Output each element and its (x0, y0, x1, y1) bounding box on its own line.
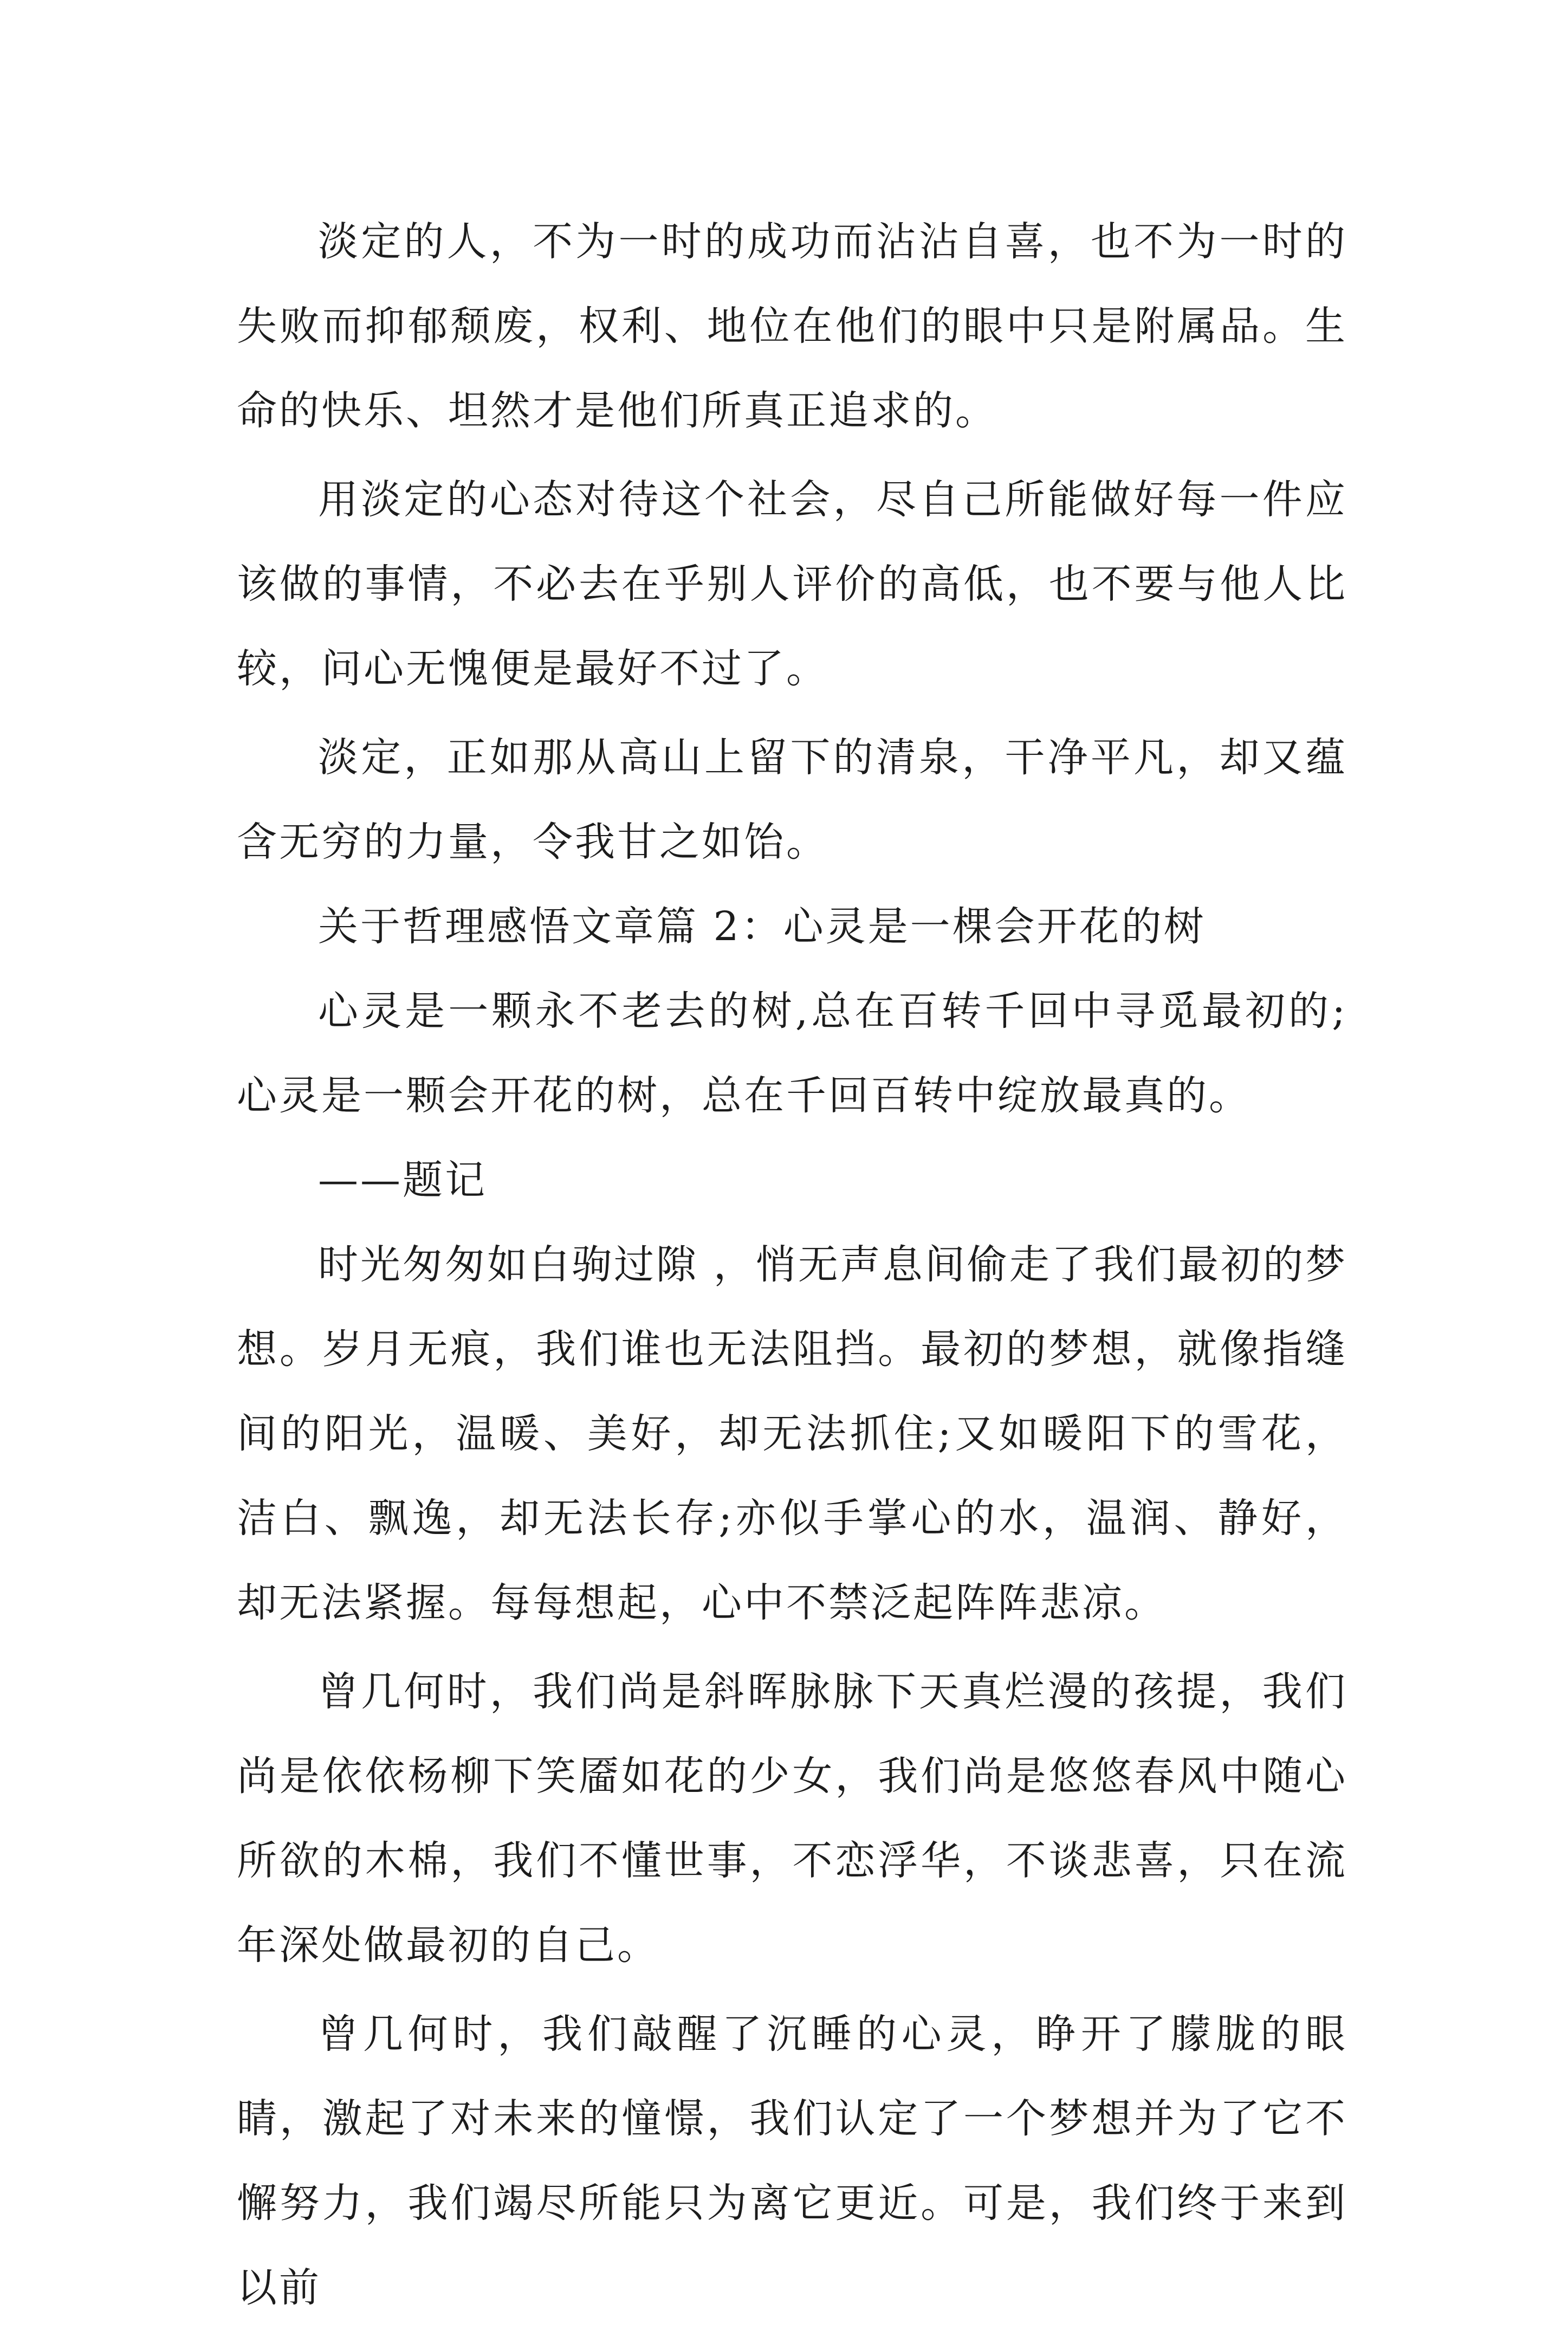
epigraph: 心灵是一颗永不老去的树,总在百转千回中寻觅最初的;心灵是一颗会开花的树，总在千回百转中绽放最真的。 (237, 988, 1347, 1119)
paragraph-6: 曾几何时，我们敲醒了沉睡的心灵，睁开了朦胧的眼睛，激起了对未来的憧憬，我们认定了一个梦想并为了它不懈努力，我们竭尽所能只为离它更近。可是，我们终于来到以前 (237, 2011, 1347, 2311)
section-heading: 关于哲理感悟文章篇 2：心灵是一棵会开花的树 (318, 903, 1206, 950)
paragraph-3: 淡定，正如那从高山上留下的清泉，干净平凡，却又蕴含无穷的力量，令我甘之如饴。 (237, 734, 1347, 865)
paragraph-5: 曾几何时，我们尚是斜晖脉脉下天真烂漫的孩提，我们尚是依依杨柳下笑靥如花的少女，我们尚是悠悠春风中随心所欲的木棉，我们不懂世事，不恋浮华，不谈悲喜，只在流年深处做最初的自己。 (237, 1668, 1347, 1969)
epigraph-attribution: ——题记 (318, 1157, 487, 1203)
paragraph-4: 时光匆匆如白驹过隙 ，悄无声息间偷走了我们最初的梦想。岁月无痕，我们谁也无法阻挡。最初的梦想，就像指缝间的阳光，温暖、美好，却无法抓住;又如暖阳下的雪花，洁白、飘逸，却无法长存;亦似手掌心的水，温润、静好，却无法紧握。每每想起，心中不禁泛起阵阵悲凉。 (237, 1241, 1347, 1626)
paragraph-1: 淡定的人，不为一时的成功而沾沾自喜，也不为一时的失败而抑郁颓废，权利、地位在他们的眼中只是附属品。生命的快乐、坦然才是他们所真正追求的。 (237, 218, 1347, 434)
paragraph-2: 用淡定的心态对待这个社会，尽自己所能做好每一件应该做的事情，不必去在乎别人评价的高低，也不要与他人比较，问心无愧便是最好不过了。 (237, 476, 1347, 692)
document-body (237, 199, 1347, 2330)
